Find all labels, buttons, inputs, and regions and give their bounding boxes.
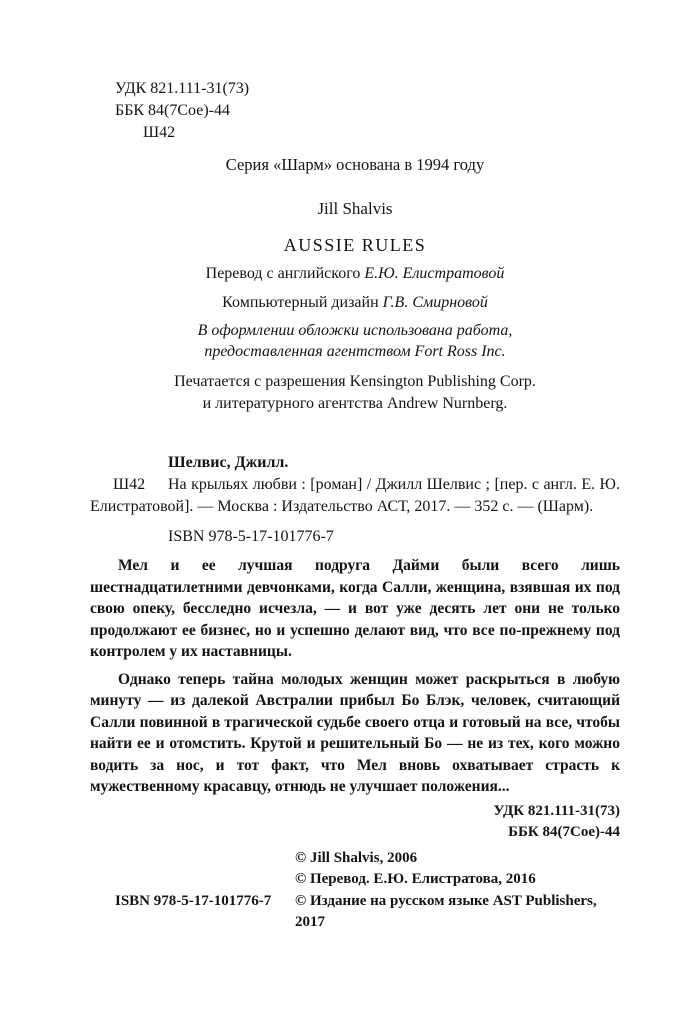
copyright-line-3: © Издание на русском языке AST Publishers, 2017	[295, 892, 597, 930]
design-credit-prefix: Компьютерный дизайн	[222, 294, 383, 311]
biblio-code: Ш42	[113, 476, 146, 493]
udk-bottom-label: УДК 821.111-31(73)	[493, 802, 620, 819]
designer-name: Г.В. Смирновой	[382, 294, 488, 311]
bbk-bottom-label: ББК 84(7Сое)-44	[508, 824, 620, 840]
translation-credit-prefix: Перевод с английского	[205, 265, 365, 282]
author-name: Jill Shalvis	[317, 199, 393, 218]
cover-art-note	[90, 320, 620, 362]
udk-top-label: УДК 821.111-31(73)	[115, 80, 250, 97]
permission-note-line2: и литературного агентства Andrew Nurnberg.	[202, 395, 508, 412]
biblio-isbn: ISBN 978-5-17-101776-7	[168, 528, 334, 545]
isbn-bottom-label: ISBN 978-5-17-101776-7	[115, 892, 272, 909]
translator-name: Е.Ю. Елистратовой	[364, 265, 505, 282]
design-credit	[90, 292, 620, 314]
classification-top-block	[115, 78, 620, 144]
series-note: Серия «Шарм» основана в 1994 году	[225, 155, 485, 174]
copyright-block	[115, 848, 620, 934]
cover-art-note-line1: В оформлении обложки использована работа,	[197, 322, 513, 339]
annotation-paragraph-1: Мел и ее лучшая подруга Дайми были всего лишь шестнадцатилетними девчонками, когда Салли, женщина, взявшая их под свою опеку, бесследно исчезла, — и вот уже десять лет они не только продолжают ее бизнес, но и успешно делают вид, что все по-прежнему под контролем у их наставницы.	[90, 557, 620, 660]
biblio-author-heading: Шелвис, Джилл.	[168, 454, 289, 471]
copyright-line-2: © Перевод. Е.Ю. Елистратова, 2016	[295, 871, 536, 887]
biblio-entry	[90, 474, 620, 518]
annotation-paragraph-2: Однако теперь тайна молодых женщин может раскрыться в любую минуту — из далекой Австралии прибыл Бо Блэк, человек, считающий Салли повинной в трагической судьбе своего отца и готовый на все, чтобы найти ее и отомстить. Крутой и решительный Бо — не из тех, кого можно водить за нос, и тот факт, что Мел вновь охватывает страсть к мужественному красавцу, отнюдь не улучшает положения...	[90, 670, 620, 795]
biblio-description: На крыльях любви : [роман] / Джилл Шелвис ; [пер. с англ. Е. Ю. Елистратовой]. — Москва : Издательство АСТ, 2017. — 352 с. — (Шарм).	[90, 476, 620, 515]
permission-note-line1: Печатается с разрешения Kensington Publishing Corp.	[174, 373, 536, 390]
copyright-line-1: © Jill Shalvis, 2006	[295, 849, 418, 866]
copyright-last-row	[115, 891, 620, 934]
classification-bottom-block	[90, 801, 620, 844]
sh-code-label: Ш42	[143, 124, 176, 141]
original-title: AUSSIE RULES	[283, 235, 427, 255]
permission-note	[90, 371, 620, 415]
bbk-top-label: ББК 84(7Сое)-44	[115, 102, 230, 119]
translation-credit	[90, 263, 620, 285]
cover-art-note-line2: предоставленная агентством Fort Ross Inc.	[204, 343, 506, 360]
